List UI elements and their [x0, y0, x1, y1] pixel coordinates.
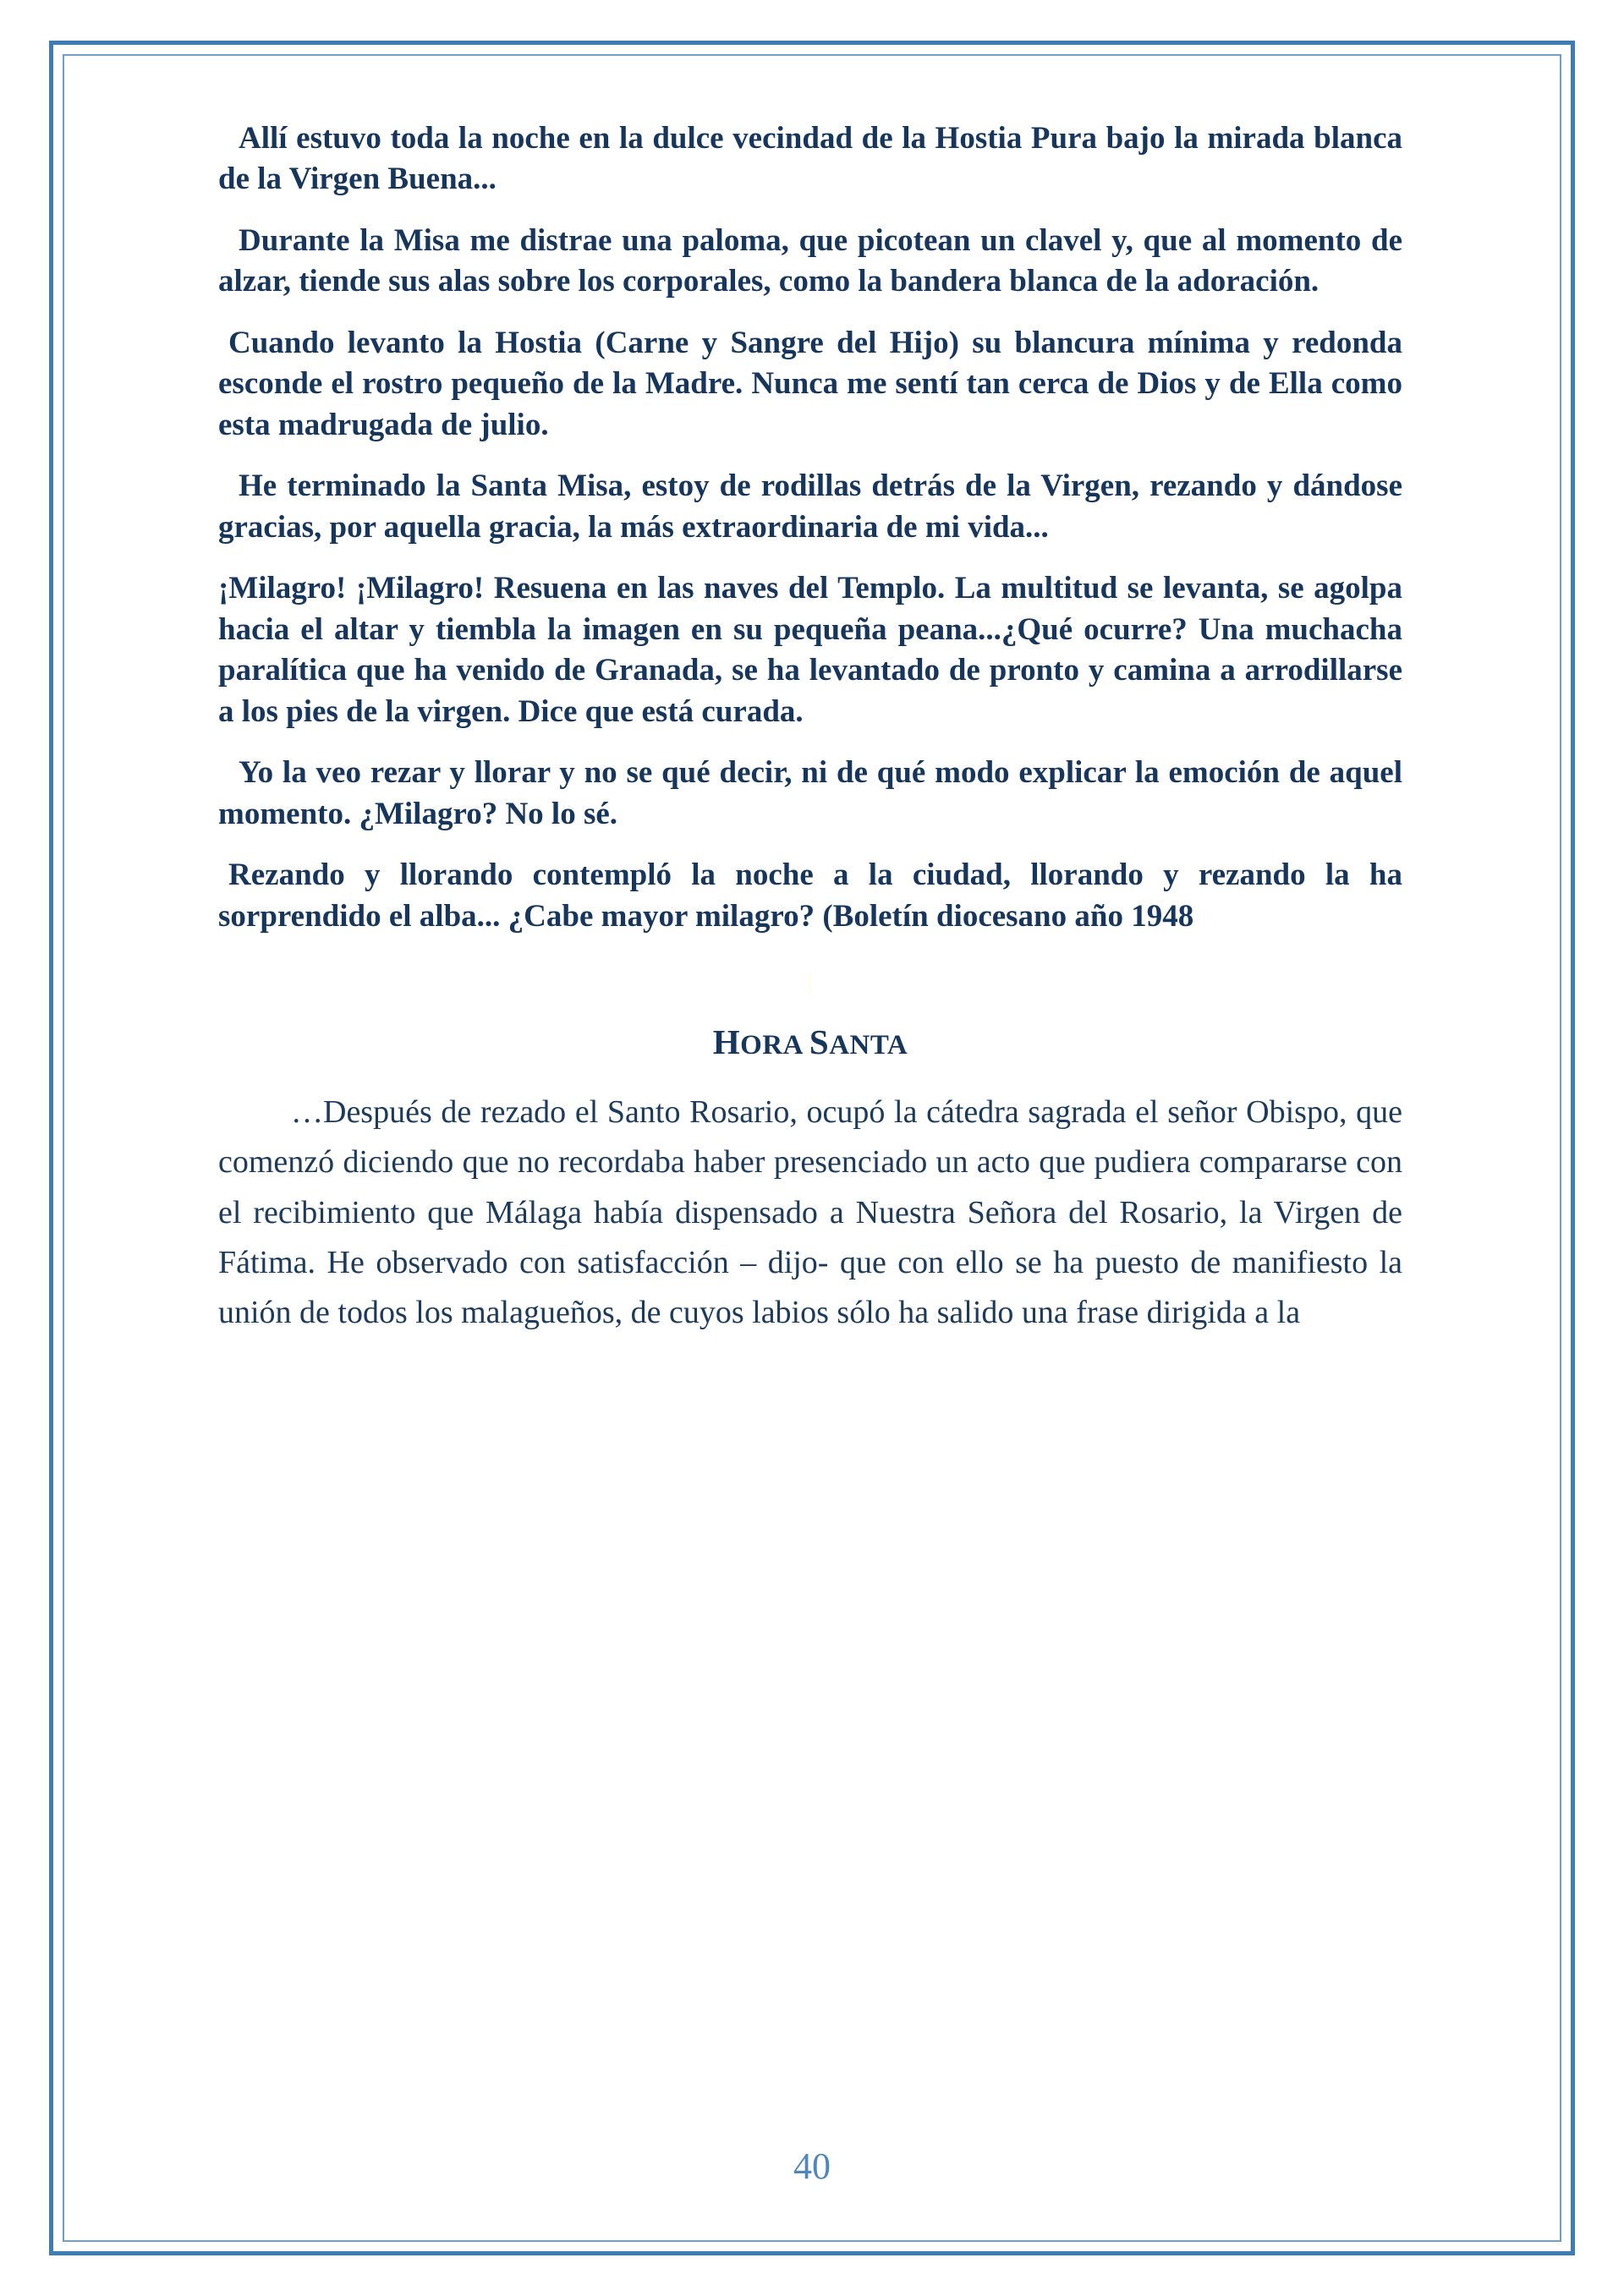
body-paragraph-group [218, 1088, 1402, 1338]
paragraph: Yo la veo rezar y llorar y no se qué decir, ni de qué modo explicar la emoción de aquel momento. ¿Milagro? No lo sé. [218, 755, 1402, 831]
paragraph: He terminado la Santa Misa, estoy de rodillas detrás de la Virgen, rezando y dándose gracias, por aquella gracia, la más extraordinaria de mi vida... [218, 469, 1402, 545]
bold-paragraph-group [218, 118, 1402, 937]
page-content [218, 118, 1402, 1341]
section-heading [218, 1022, 1402, 1062]
paragraph: Allí estuvo toda la noche en la dulce vecindad de la Hostia Pura bajo la mirada blanca de la Virgen Buena... [218, 121, 1402, 197]
section-heading-cap-1: H [712, 1022, 741, 1061]
paragraph: …Después de rezado el Santo Rosario, ocupó la cátedra sagrada el señor Obispo, que comenzó diciendo que no recordaba haber presenciado un acto que pudiera compararse con el recibimiento que Málaga había dispensado a Nuestra Señora del Rosario, la Virgen de Fátima. He observado con satisfacción – dijo- que con ello se ha puesto de manifiesto la unión de todos los malagueños, de cuyos labios sólo ha salido una frase dirigida a la [218, 1093, 1402, 1331]
page-number: 40 [793, 2145, 831, 2187]
section-heading-rest-2: ANTA [829, 1029, 908, 1060]
section-heading-rest-1: ORA [740, 1029, 809, 1060]
paragraph: ¡Milagro! ¡Milagro! Resuena en las naves del Templo. La multitud se levanta, se agolpa hacia el altar y tiembla la imagen en su pequeña peana...¿Qué ocurre? Una muchacha paralítica que ha venido de Granada, se ha levantado de pronto y camina a arrodillarse a los pies de la virgen. Dice que está curada. [218, 571, 1402, 729]
paragraph: Cuando levanto la Hostia (Carne y Sangre del Hijo) su blancura mínima y redonda esconde el rostro pequeño de la Madre. Nunca me sentí tan cerca de Dios y de Ella como esta madrugada de julio. [218, 325, 1402, 442]
decorative-mark: | [808, 968, 813, 994]
paragraph: Durante la Misa me distrae una paloma, que picotean un clavel y, que al momento de alzar, tiende sus alas sobre los corporales, como la bandera blanca de la adoración. [218, 222, 1402, 299]
section-heading-cap-2: S [809, 1022, 830, 1061]
paragraph: Rezando y llorando contempló la noche a la ciudad, llorando y rezando la ha sorprendido el alba... ¿Cabe mayor milagro? (Boletín diocesano año 1948 [218, 858, 1402, 934]
